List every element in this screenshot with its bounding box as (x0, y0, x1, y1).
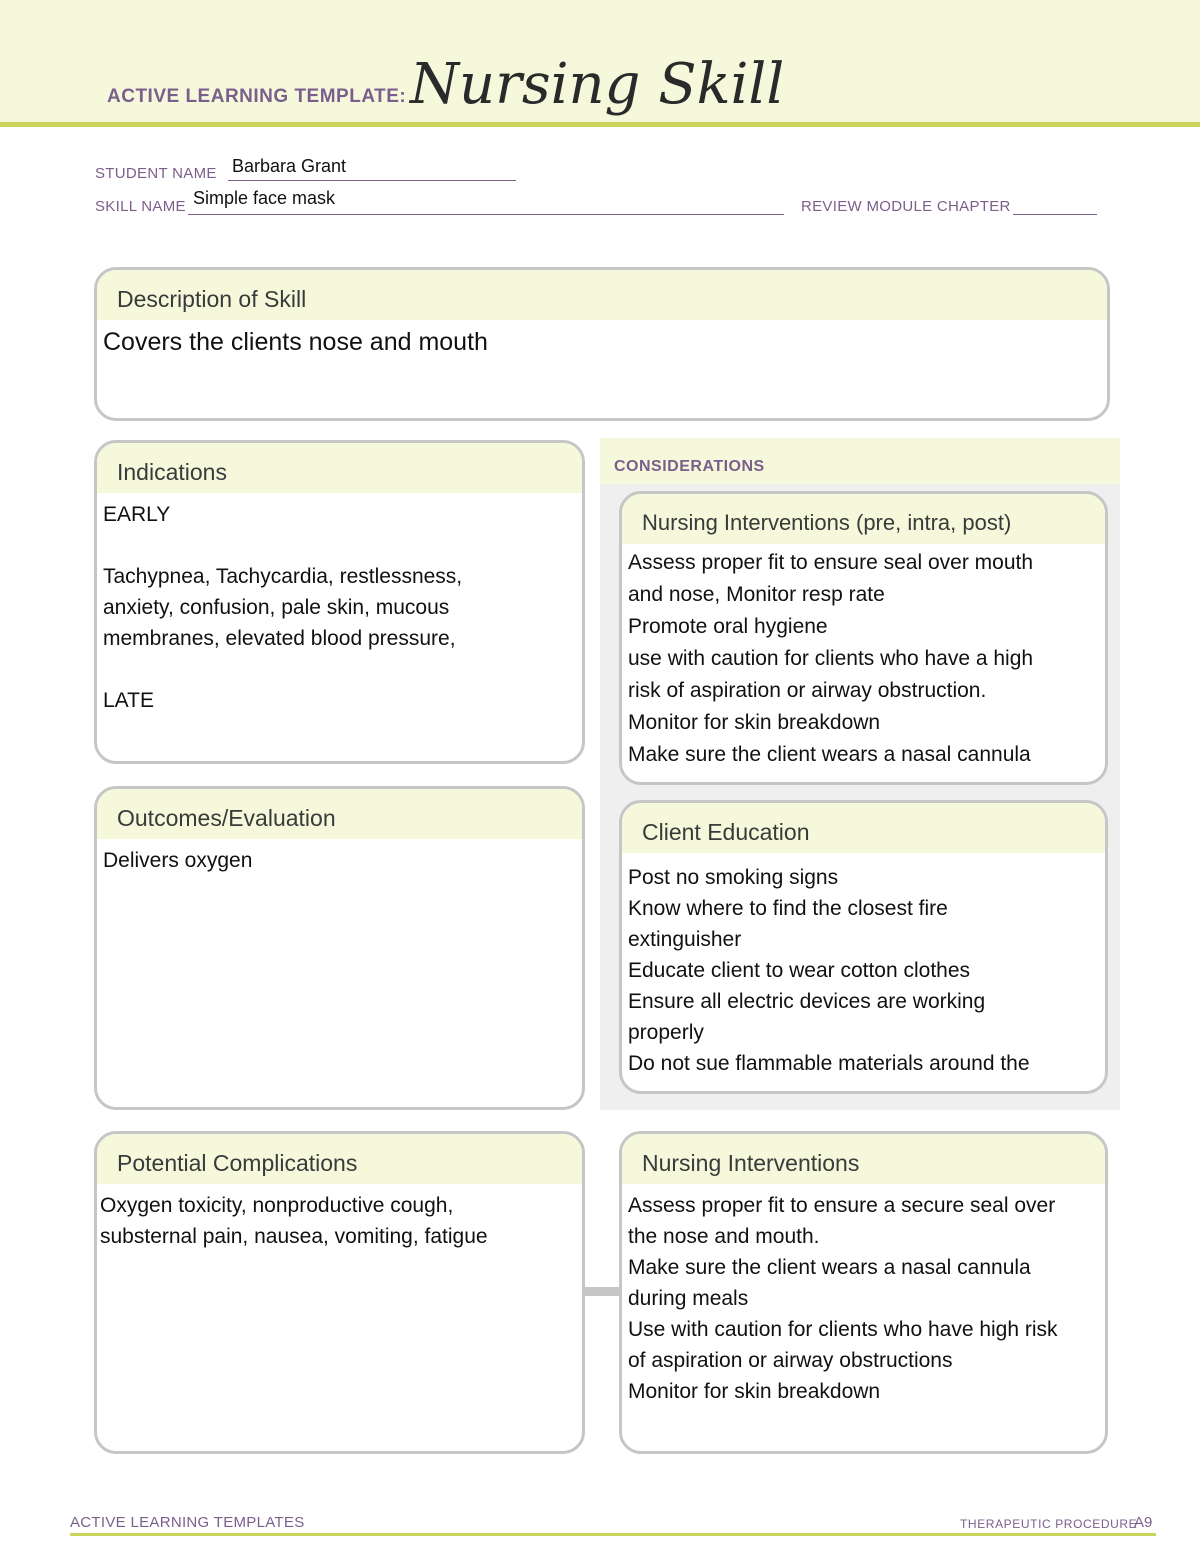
footer-label: ACTIVE LEARNING TEMPLATES (70, 1514, 305, 1531)
skill-name-line (188, 214, 784, 215)
description-text[interactable] (97, 320, 1107, 360)
complications-text[interactable] (97, 1184, 582, 1252)
indications-text[interactable] (97, 493, 582, 716)
client-education-content: Post no smoking signs Know where to find the closest fire extinguisher Educate client to wear cotton clothes Ensure all electric devices are working properly Do not sue flammable materials around the (628, 866, 1030, 1075)
client-education-box (619, 800, 1108, 1094)
outcomes-content: Delivers oxygen (103, 849, 253, 872)
complication-interventions-box (619, 1131, 1108, 1454)
client-education-heading: Client Education (622, 803, 1105, 853)
nursing-interventions-content: Assess proper fit to ensure seal over mouth and nose, Monitor resp rate Promote oral hygiene use with caution for clients who have a high risk of aspiration or airway obstruction. Monitor for skin breakdown Make sure the client wears a nasal cannula (628, 551, 1034, 766)
student-name-field[interactable]: Barbara Grant (232, 156, 347, 176)
skill-name-label: SKILL NAME (95, 198, 186, 215)
description-content: Covers the clients nose and mouth (103, 328, 488, 356)
client-education-text[interactable] (622, 853, 1105, 1079)
complications-content: Oxygen toxicity, nonproductive cough, substernal pain, nausea, vomiting, fatigue (100, 1194, 488, 1248)
outcomes-box (94, 786, 585, 1110)
complication-interventions-heading: Nursing Interventions (622, 1134, 1105, 1184)
nursing-interventions-heading: Nursing Interventions (pre, intra, post) (622, 494, 1105, 544)
nursing-interventions-text[interactable] (622, 544, 1105, 771)
page-number: A9 (1134, 1514, 1153, 1531)
complications-connector (584, 1287, 620, 1296)
review-module-field[interactable] (1013, 214, 1097, 215)
skill-name-field[interactable]: Simple face mask (193, 188, 336, 208)
description-heading: Description of Skill (97, 270, 1107, 320)
outcomes-heading: Outcomes/Evaluation (97, 789, 582, 839)
complications-box (94, 1131, 585, 1454)
footer-category: THERAPEUTIC PROCEDURE (960, 1517, 1138, 1531)
nursing-interventions-box (619, 491, 1108, 785)
considerations-label: CONSIDERATIONS (614, 458, 765, 475)
student-name-line (228, 180, 516, 181)
indications-content: EARLY Tachypnea, Tachycardia, restlessness, anxiety, confusion, pale skin, mucous membranes, elevated blood pressure, LATE (103, 503, 463, 712)
indications-heading: Indications (97, 443, 582, 493)
page-title: Nursing Skill (410, 52, 785, 117)
complications-heading: Potential Complications (97, 1134, 582, 1184)
indications-box (94, 440, 585, 764)
complication-interventions-text[interactable] (622, 1184, 1105, 1407)
complication-interventions-content: Assess proper fit to ensure a secure seal over the nose and mouth. Make sure the client wears a nasal cannula during meals Use with caution for clients who have high risk of aspiration or airway obstructions Monitor for skin breakdown (628, 1194, 1058, 1403)
header-divider (0, 122, 1200, 127)
review-module-label: REVIEW MODULE CHAPTER (801, 198, 1011, 215)
template-kicker: ACTIVE LEARNING TEMPLATE: (107, 86, 407, 107)
student-name-label: STUDENT NAME (95, 165, 217, 182)
outcomes-text[interactable] (97, 839, 582, 876)
description-box (94, 267, 1110, 421)
footer-divider (70, 1533, 1156, 1536)
